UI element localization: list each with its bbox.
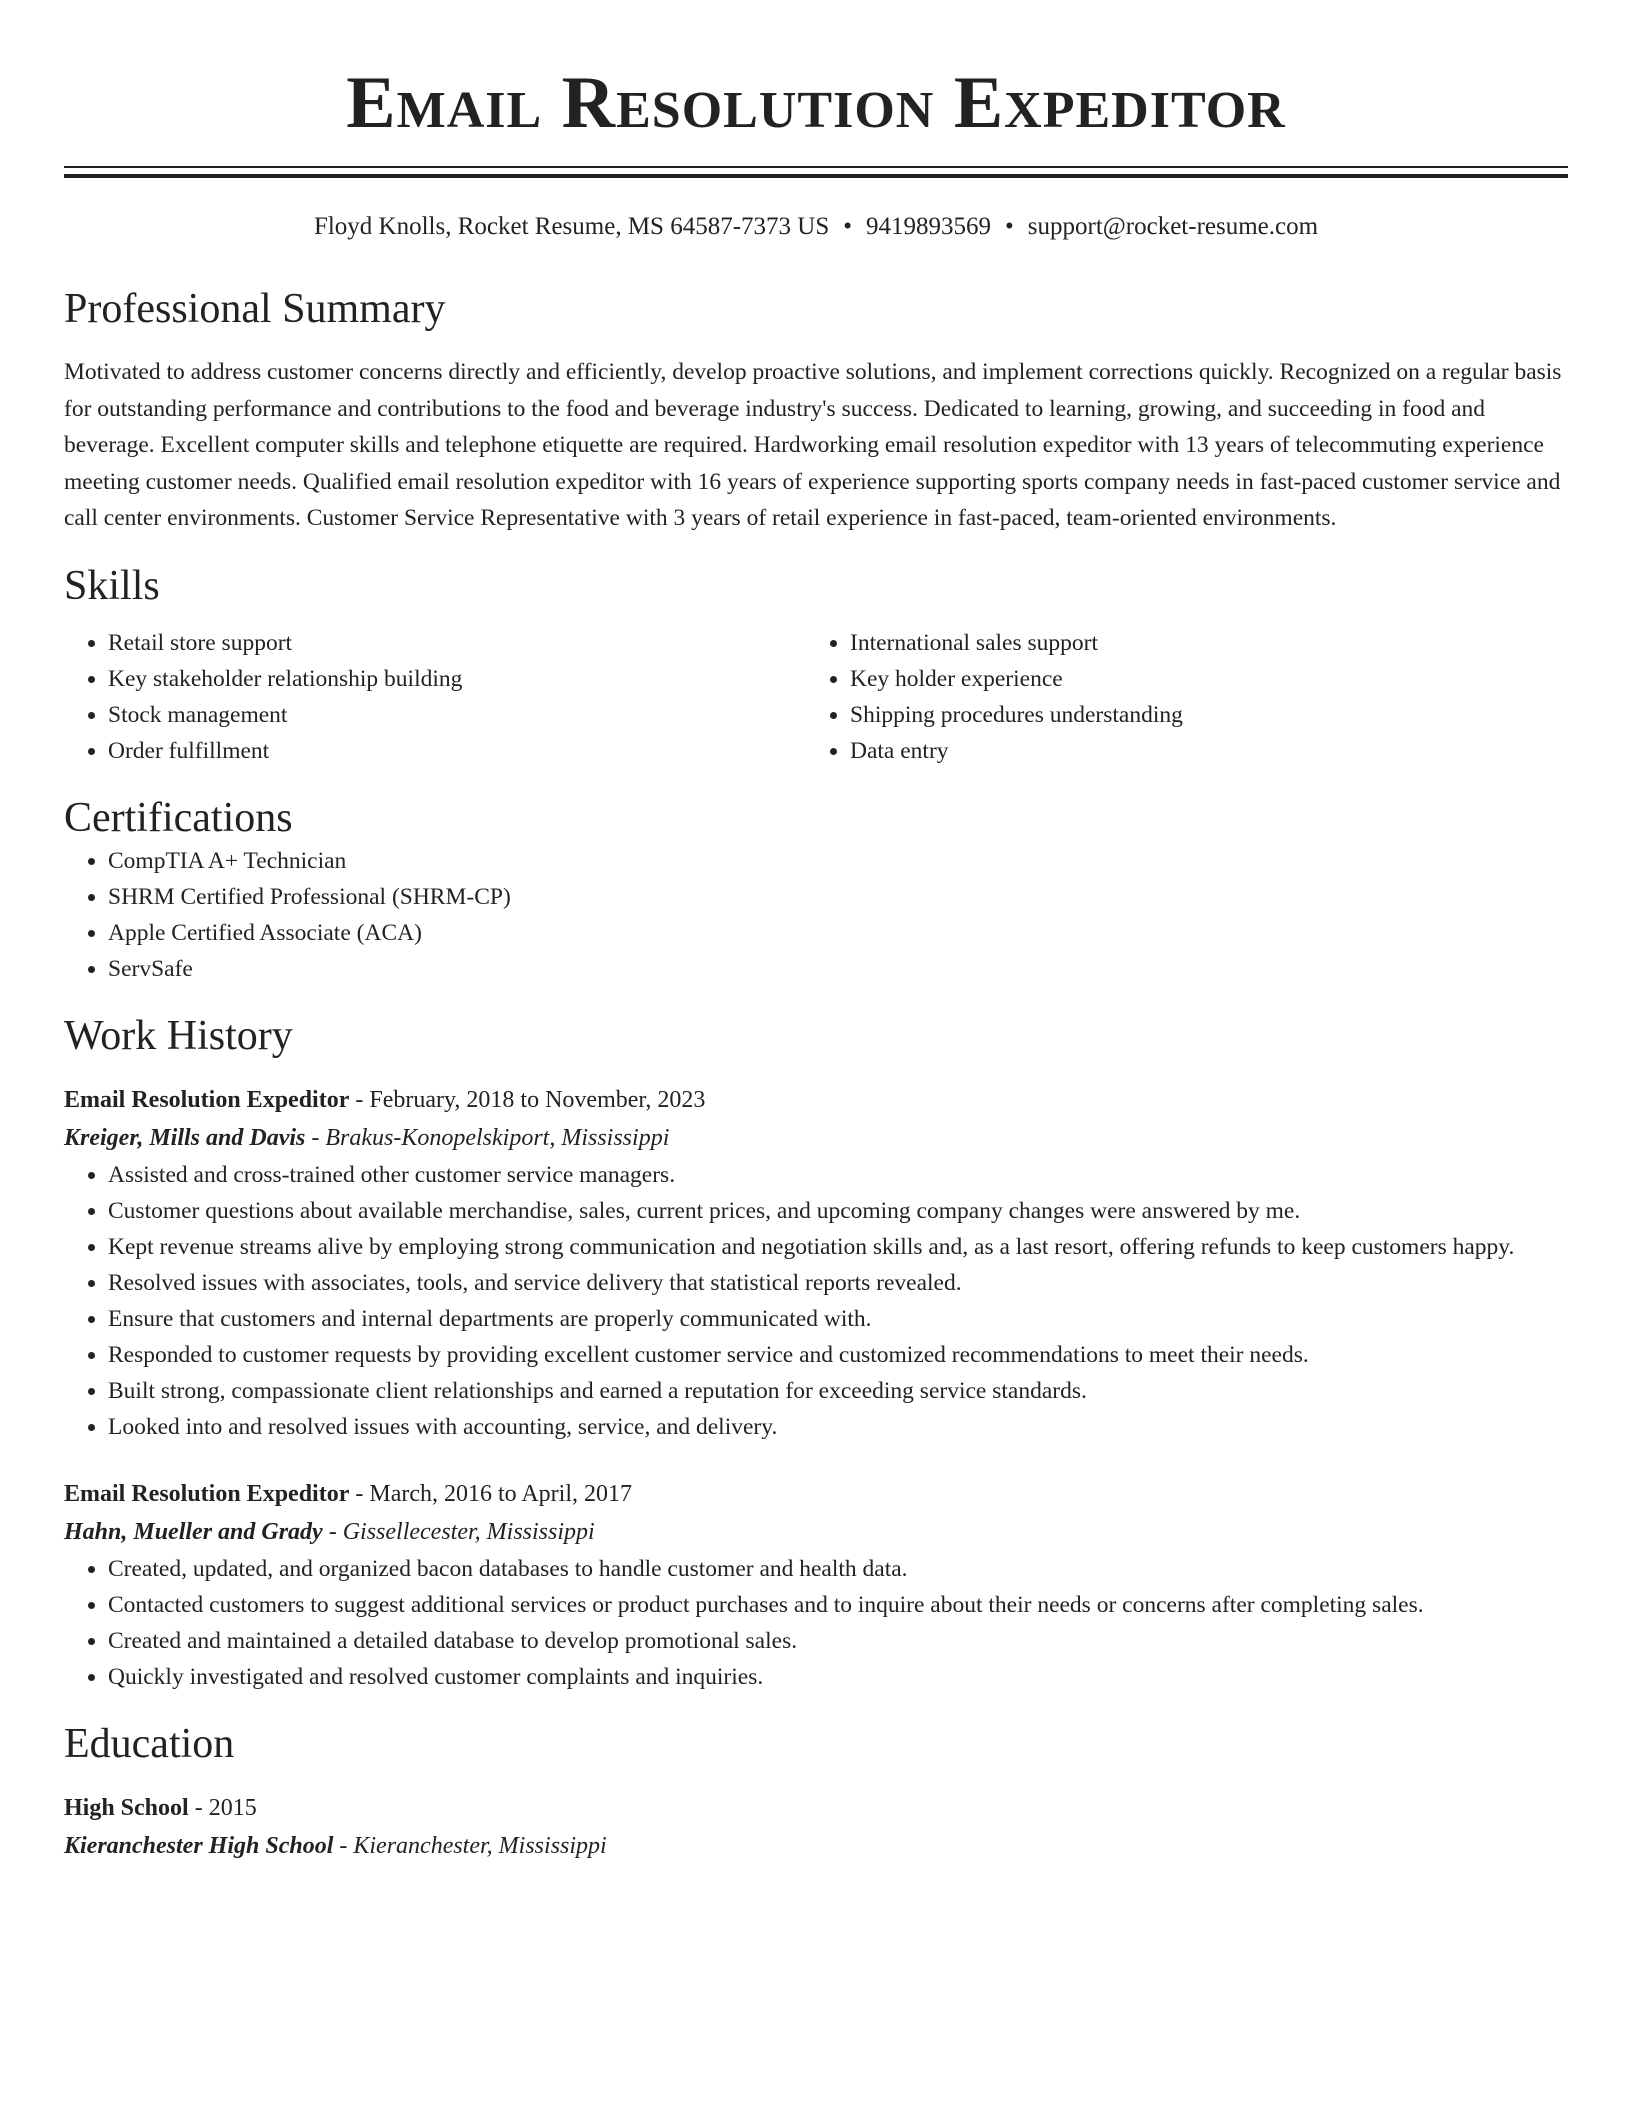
certifications-list [64,843,1568,987]
education-school-line [64,1827,1568,1865]
skill-item: • Key stakeholder relationship building [108,661,806,697]
job-employer [64,1513,1568,1551]
contact-email[interactable]: support@rocket-resume.com [1027,213,1319,240]
contact-phone: 9419893569 [866,213,991,240]
education-degree: High School [64,1794,189,1821]
job-bullet: • Looked into and resolved issues with accounting, service, and delivery. [108,1409,1568,1445]
job-bullet: • Ensure that customers and internal departments are properly communicated with. [108,1301,1568,1337]
skills-column-right [806,625,1548,769]
skills-column-left [64,625,806,769]
skill-item: • Shipping procedures understanding [850,697,1548,733]
job-header [64,1475,1568,1513]
job-bullet: • Assisted and cross-trained other customer service managers. [108,1157,1568,1193]
certifications-heading: Certifications [64,794,293,841]
job-header [64,1081,1568,1119]
job-company: Kreiger, Mills and Davis [64,1124,306,1151]
job-title: Email Resolution Expeditor [64,1480,350,1507]
skills-grid [64,625,1568,769]
skill-item: • Stock management [108,697,806,733]
job-dates: - February, 2018 to November, 2023 [349,1086,706,1113]
skill-item: • Data entry [850,733,1548,769]
skills-heading: Skills [64,562,160,609]
job-entry [64,1081,1568,1445]
job-location: - Gissellecester, Mississippi [322,1518,595,1545]
title-divider-thin [64,166,1568,168]
certification-item: • Apple Certified Associate (ACA) [108,915,1568,951]
job-dates: - March, 2016 to April, 2017 [349,1480,632,1507]
title-divider-thick [64,174,1568,178]
certification-item: • SHRM Certified Professional (SHRM-CP) [108,879,1568,915]
resume-title: Email Resolution Expeditor [346,62,1286,144]
skills-list-right [806,625,1548,769]
certification-item: • ServSafe [108,951,1568,987]
job-bullets [64,1157,1568,1445]
contact-separator: • [1005,213,1014,240]
job-bullet: • Quickly investigated and resolved customer complaints and inquiries. [108,1659,1568,1695]
contact-line [64,212,1568,242]
summary-heading: Professional Summary [64,286,446,332]
education-heading: Education [64,1720,235,1767]
skills-list-left [64,625,806,769]
job-bullet: • Customer questions about available merchandise, sales, current prices, and upcoming company changes were answered by me. [108,1193,1568,1229]
job-location: - Brakus-Konopelskiport, Mississippi [305,1124,670,1151]
contact-address: Floyd Knolls, Rocket Resume, MS 64587-7373 US [313,213,830,240]
job-employer [64,1119,1568,1157]
skill-item: • Order fulfillment [108,733,806,769]
job-bullet: • Resolved issues with associates, tools, and service delivery that statistical reports revealed. [108,1265,1568,1301]
skill-item: • International sales support [850,625,1548,661]
skill-item: • Key holder experience [850,661,1548,697]
job-bullet: • Responded to customer requests by providing excellent customer service and customized recommendations to meet their needs. [108,1337,1568,1373]
job-bullet: • Kept revenue streams alive by employing strong communication and negotiation skills and, as a last resort, offering refunds to keep customers happy. [108,1229,1568,1265]
contact-separator: • [843,213,852,240]
education-header [64,1789,1568,1827]
job-entry [64,1475,1568,1695]
job-bullet: • Built strong, compassionate client relationships and earned a reputation for exceeding service standards. [108,1373,1568,1409]
work-history-heading: Work History [64,1012,293,1059]
education-year: - 2015 [188,1794,257,1821]
education-school: Kieranchester High School [64,1832,334,1859]
job-bullet: • Created, updated, and organized bacon databases to handle customer and health data. [108,1551,1568,1587]
job-company: Hahn, Mueller and Grady [64,1518,323,1545]
job-bullet: • Created and maintained a detailed database to develop promotional sales. [108,1623,1568,1659]
summary-text: Motivated to address customer concerns directly and efficiently, develop proactive solutions, and implement corrections quickly. Recognized on a regular basis for outstanding performance and contributions to the food and beverage industry's success. Dedicated to learning, growing, and succeeding in food and beverage. Excellent computer skills and telephone etiquette are required. Hardworking email resolution expeditor with 13 years of telecommuting experience meeting customer needs. Qualified email resolution expeditor with 16 years of experience supporting sports company needs in fast-paced customer service and call center environments. Customer Service Representative with 3 years of retail experience in fast-paced, team-oriented environments. [64,359,1562,532]
job-bullet: • Contacted customers to suggest additional services or product purchases and to inquire about their needs or concerns after completing sales. [108,1587,1568,1623]
education-location: - Kieranchester, Mississippi [333,1832,607,1859]
job-bullets [64,1551,1568,1695]
job-title: Email Resolution Expeditor [64,1086,350,1113]
certification-item: • CompTIA A+ Technician [108,843,1568,879]
skill-item: • Retail store support [108,625,806,661]
